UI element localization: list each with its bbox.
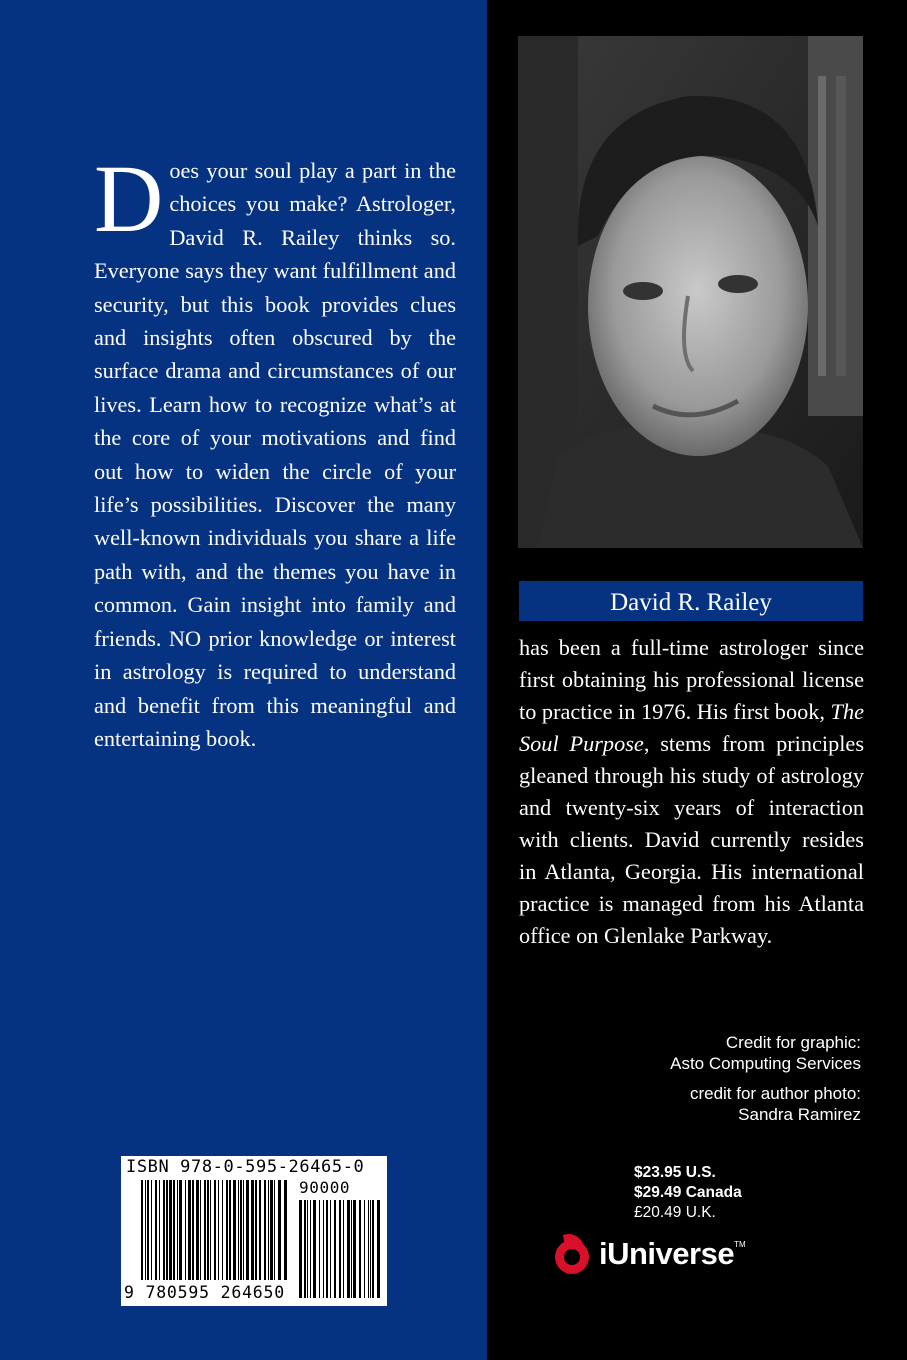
price-uk: £20.49 U.K. [634, 1204, 716, 1221]
bio-text-start: has been a full-time astrologer since first obtaining his professional license to practice in 1976. His first book, [519, 635, 864, 724]
price-canada: $29.49 Canada [634, 1184, 742, 1201]
price-list [634, 1163, 742, 1223]
blurb-text: oes your soul play a part in the choices you make? Astrologer, David R. Railey thinks so. Everyone says they want fulfillment and security, but this book provides clues and insights often obscured by the surface drama and circumstances of our lives. Learn how to recognize what’s at the core of your motivations and find out how to widen the circle of your life’s possibilities. Discover the many well-known individuals you share a life path with, and the themes you have in common. Gain insight into family and friends. NO prior knowledge or interest in astrology is required to understand and benefit from this meaningful and entertaining book. [94, 158, 456, 751]
price-us: $23.95 U.S. [634, 1164, 716, 1181]
isbn-barcode [121, 1156, 387, 1306]
graphic-credit [561, 1032, 861, 1074]
graphic-credit-name: Asto Computing Services [670, 1054, 861, 1073]
book-title: The Soul Purpose [519, 699, 864, 756]
price-addon-code: 90000 [299, 1178, 351, 1197]
graphic-credit-label: Credit for graphic: [725, 1033, 861, 1052]
photo-credit-name: Sandra Ramirez [738, 1105, 861, 1124]
ean-number: 9 780595 264650 [124, 1283, 286, 1302]
trademark-mark: TM [734, 1240, 746, 1249]
author-bio [519, 632, 864, 952]
author-name-bar: David R. Railey [519, 581, 863, 621]
photo-credit-label: credit for author photo: [689, 1084, 861, 1103]
publisher-name: iUniverse [599, 1236, 735, 1271]
book-blurb [94, 145, 456, 755]
author-portrait-image [518, 36, 863, 548]
dropcap-letter: D [94, 145, 164, 252]
iuniverse-logo-icon [553, 1233, 593, 1275]
bio-text-end: , stems from principles gleaned through his study of astrology and twenty-six years of interaction with clients. David currently resides in Atlanta, Georgia. His international practice is managed from his Atlanta office on Glenlake Parkway. [519, 731, 864, 948]
author-photo [518, 36, 863, 548]
isbn-number: ISBN 978-0-595-26465-0 [126, 1157, 365, 1177]
photo-credit [561, 1083, 861, 1125]
publisher-logo [553, 1232, 746, 1276]
